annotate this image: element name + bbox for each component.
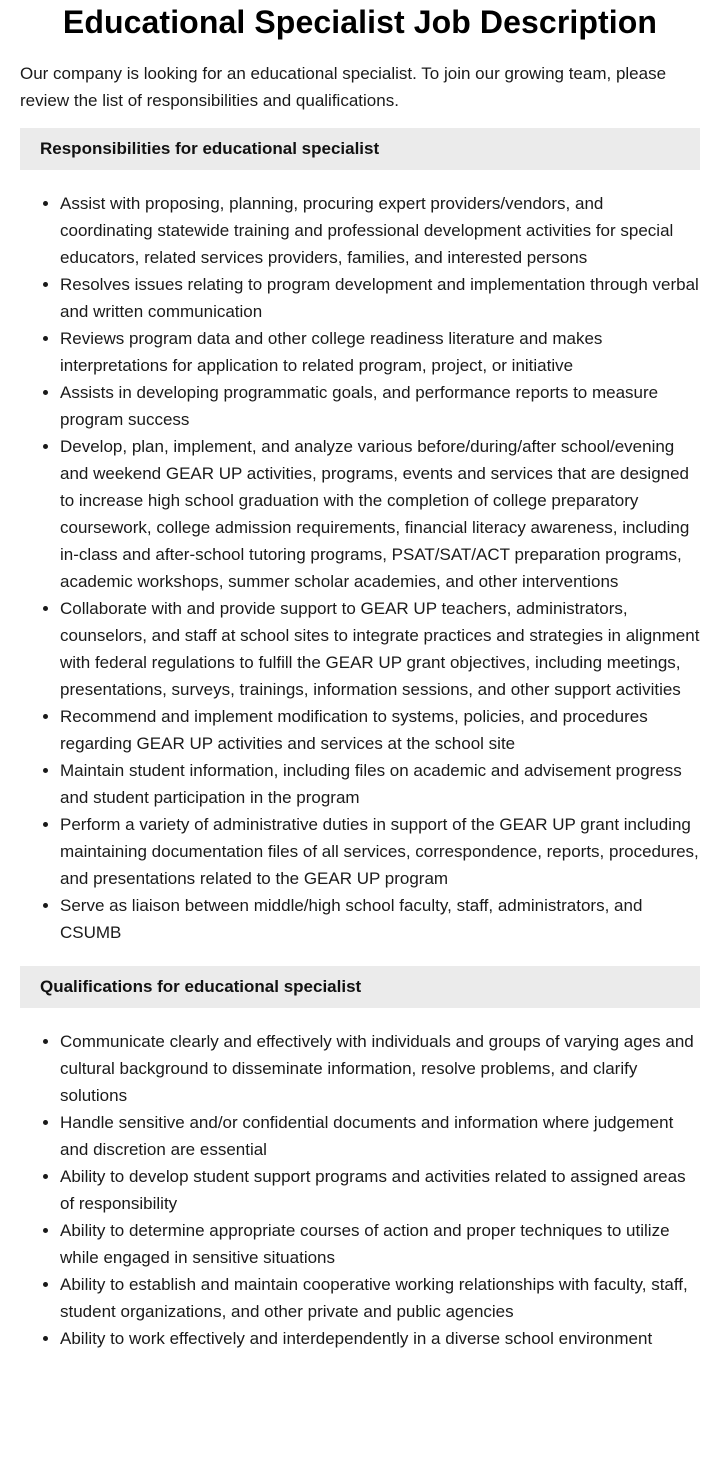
list-item: • Resolves issues relating to program development and implementation through verbal and written communication — [60, 271, 700, 325]
list-item: • Ability to develop student support programs and activities related to assigned areas of responsibility — [60, 1163, 700, 1217]
list-item: • Collaborate with and provide support to GEAR UP teachers, administrators, counselors, and staff at school sites to integrate practices and strategies in alignment with federal regulations to fulfill the GEAR UP grant objectives, including meetings, presentations, surveys, trainings, information sessions, and other support activities — [60, 595, 700, 703]
responsibilities-heading: Responsibilities for educational specialist — [20, 128, 700, 170]
list-item: • Assists in developing programmatic goals, and performance reports to measure program success — [60, 379, 700, 433]
qualifications-heading: Qualifications for educational specialist — [20, 966, 700, 1008]
list-item: • Reviews program data and other college readiness literature and makes interpretations for application to related program, project, or initiative — [60, 325, 700, 379]
responsibilities-list — [20, 190, 700, 946]
list-item: • Communicate clearly and effectively with individuals and groups of varying ages and cultural background to disseminate information, resolve problems, and clarify solutions — [60, 1028, 700, 1109]
list-item: • Ability to establish and maintain cooperative working relationships with faculty, staff, student organizations, and other private and public agencies — [60, 1271, 700, 1325]
list-item: • Serve as liaison between middle/high school faculty, staff, administrators, and CSUMB — [60, 892, 700, 946]
intro-paragraph: Our company is looking for an educational specialist. To join our growing team, please review the list of responsibilities and qualifications. — [20, 64, 667, 110]
list-item: • Maintain student information, including files on academic and advisement progress and student participation in the program — [60, 757, 700, 811]
page-title: Educational Specialist Job Description — [62, 4, 658, 40]
qualifications-list — [20, 1028, 700, 1352]
list-item: • Perform a variety of administrative duties in support of the GEAR UP grant including maintaining documentation files of all services, correspondence, reports, procedures, and presentations related to the GEAR UP program — [60, 811, 700, 892]
list-item: • Ability to determine appropriate courses of action and proper techniques to utilize while engaged in sensitive situations — [60, 1217, 700, 1271]
list-item: • Assist with proposing, planning, procuring expert providers/vendors, and coordinating statewide training and professional development activities for special educators, related services providers, families, and interested persons — [60, 190, 700, 271]
list-item: • Recommend and implement modification to systems, policies, and procedures regarding GEAR UP activities and services at the school site — [60, 703, 700, 757]
list-item: • Ability to work effectively and interdependently in a diverse school environment — [60, 1325, 700, 1352]
list-item: • Develop, plan, implement, and analyze various before/during/after school/evening and weekend GEAR UP activities, programs, events and services that are designed to increase high school graduation with the completion of college preparatory coursework, college admission requirements, financial literacy awareness, including in-class and after-school tutoring programs, PSAT/SAT/ACT preparation programs, academic workshops, summer scholar academies, and other interventions — [60, 433, 700, 595]
list-item: • Handle sensitive and/or confidential documents and information where judgement and discretion are essential — [60, 1109, 700, 1163]
